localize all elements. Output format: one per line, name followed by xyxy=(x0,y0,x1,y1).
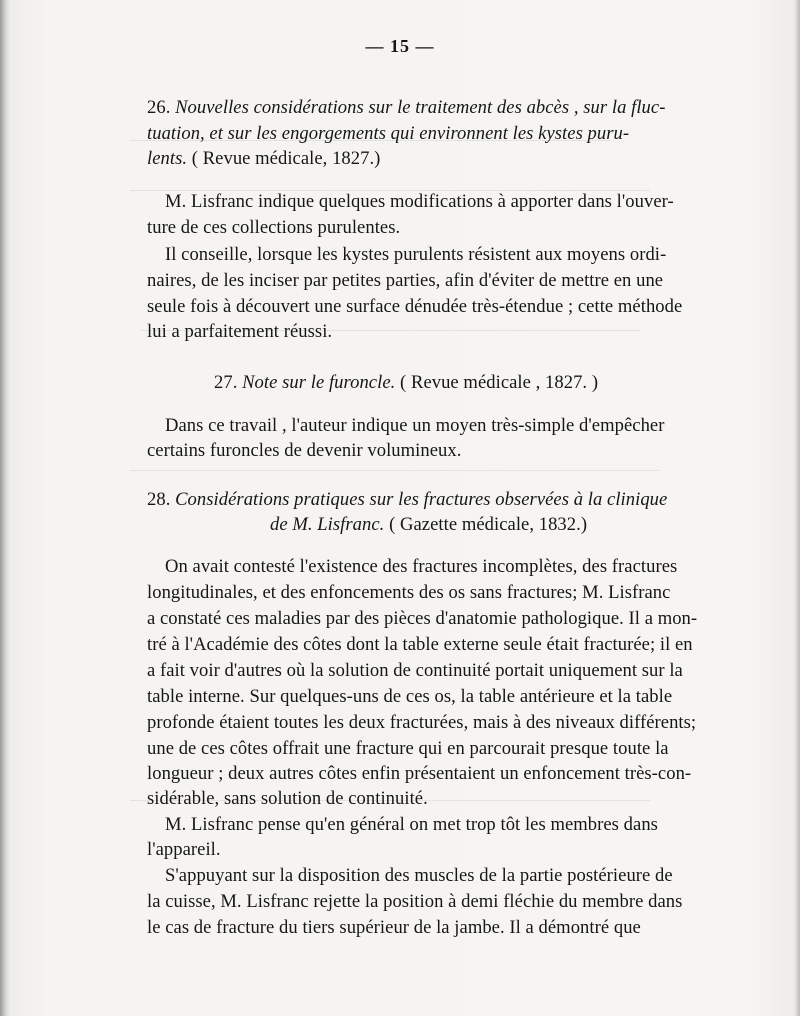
entry-28-paragraph-1-line-6: table interne. Sur quelques-uns de ces os, la table antérieure et la table xyxy=(147,686,673,707)
entry-27-source: ( Revue médicale , 1827. ) xyxy=(400,372,599,393)
page-gutter-shadow xyxy=(0,0,10,1016)
entry-27-heading xyxy=(214,370,598,396)
entry-28-paragraph-3-line-3: le cas de fracture du tiers supérieur de la jambe. Il a démontré que xyxy=(147,917,641,938)
entry-28-source: ( Gazette médicale, 1832.) xyxy=(389,514,588,535)
entry-28-title-line-1 xyxy=(147,487,667,513)
entry-26-title-part-1: Nouvelles considérations sur le traitement des abcès , sur la fluc- xyxy=(175,97,666,118)
entry-28-title-line-2 xyxy=(270,512,587,538)
entry-28-paragraph-1-line-3: a constaté ces maladies par des pièces d'anatomie pathologique. Il a mon- xyxy=(147,608,698,629)
entry-28-paragraph-1-line-2: longitudinales, et des enfoncements des os sans fractures; M. Lisfranc xyxy=(147,582,671,603)
entry-28-paragraph-1-line-7: profonde étaient toutes les deux fracturées, mais à des niveaux différents; xyxy=(147,712,697,733)
entry-26-title-line-3 xyxy=(147,146,380,172)
entry-28-paragraph-1-line-8: une de ces côtes offrait une fracture qui en parcourait presque toute la xyxy=(147,738,669,759)
entry-26-paragraph-2-line-1: Il conseille, lorsque les kystes purulents résistent aux moyens ordi- xyxy=(165,244,667,265)
entry-26-number: 26. xyxy=(147,97,171,118)
entry-27-paragraph-line-1: Dans ce travail , l'auteur indique un moyen très-simple d'empêcher xyxy=(165,415,665,436)
entry-27-title: Note sur le furoncle. xyxy=(242,372,396,393)
page-number: — 15 — xyxy=(365,36,435,56)
entry-26-paragraph-2-line-3: seule fois à découvert une surface dénudée très-étendue ; cette méthode xyxy=(147,296,683,317)
entry-26-title-line-2: tuation, et sur les engorgements qui environnent les kystes puru- xyxy=(147,123,630,144)
entry-27-paragraph-line-2: certains furoncles de devenir volumineux. xyxy=(147,440,462,461)
entry-28-paragraph-3-line-2: la cuisse, M. Lisfranc rejette la position à demi fléchie du membre dans xyxy=(147,891,683,912)
entry-28-title-part-1: Considérations pratiques sur les fractures observées à la clinique xyxy=(175,489,668,510)
entry-26-paragraph-2-line-4: lui a parfaitement réussi. xyxy=(147,321,333,342)
entry-28-paragraph-1-line-1: On avait contesté l'existence des fractures incomplètes, des fractures xyxy=(165,556,678,577)
entry-28-number: 28. xyxy=(147,489,171,510)
entry-26-paragraph-1-line-2: ture de ces collections purulentes. xyxy=(147,217,401,238)
entry-26-paragraph-1-line-1: M. Lisfranc indique quelques modifications à apporter dans l'ouver- xyxy=(165,191,674,212)
page-edge-shadow xyxy=(794,0,800,1016)
entry-28-paragraph-1-line-5: a fait voir d'autres où la solution de continuité portait uniquement sur la xyxy=(147,660,683,681)
entry-28-paragraph-2-line-1: M. Lisfranc pense qu'en général on met trop tôt les membres dans xyxy=(165,814,658,835)
entry-26-title-end: lents. xyxy=(147,148,188,169)
entry-28-title-part-2: de M. Lisfranc. xyxy=(270,514,385,535)
entry-28-paragraph-3-line-1: S'appuyant sur la disposition des muscles de la partie postérieure de xyxy=(165,865,673,886)
entry-28-paragraph-2-line-2: l'appareil. xyxy=(147,839,221,860)
entry-27-number: 27. xyxy=(214,372,238,393)
entry-26-title-line-1 xyxy=(147,95,665,121)
entry-26-source: ( Revue médicale, 1827.) xyxy=(191,148,381,169)
entry-28-paragraph-1-line-10: sidérable, sans solution de continuité. xyxy=(147,788,428,809)
entry-28-paragraph-1-line-4: tré à l'Académie des côtes dont la table externe seule était fracturée; il en xyxy=(147,634,693,655)
entry-28-paragraph-1-line-9: longueur ; deux autres côtes enfin présentaient un enfoncement très-con- xyxy=(147,763,692,784)
entry-26-paragraph-2-line-2: naires, de les inciser par petites parties, afin d'éviter de mettre en une xyxy=(147,270,664,291)
